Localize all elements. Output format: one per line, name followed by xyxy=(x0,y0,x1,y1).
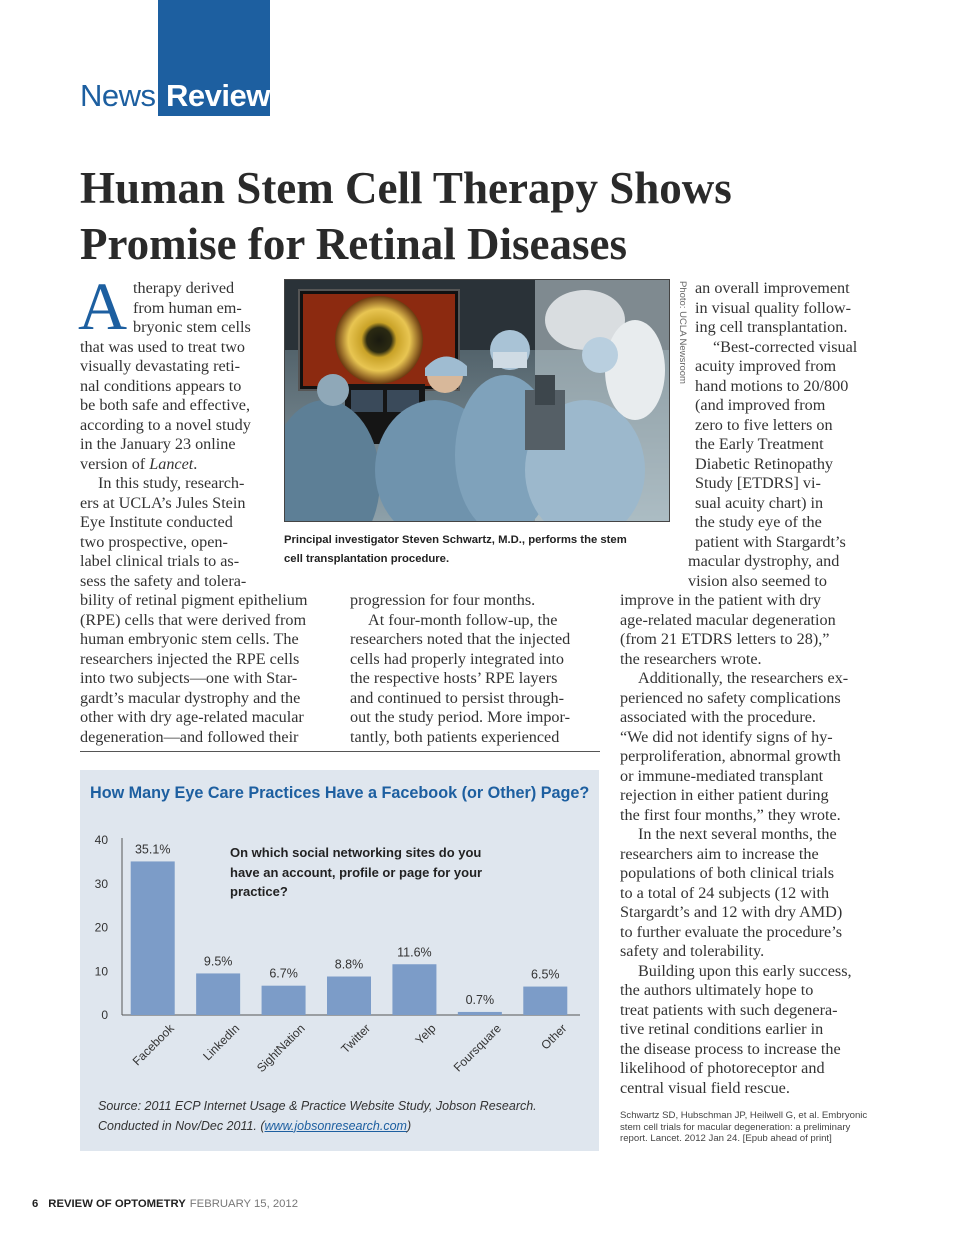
body-line: perienced no safety complications xyxy=(620,688,841,707)
body-line: researchers noted that the injected xyxy=(350,630,571,648)
category-label: Twitter xyxy=(338,1021,374,1057)
body-line: label clinical trials to as- xyxy=(80,552,240,570)
body-line: bility of retinal pigment epithelium xyxy=(80,591,308,609)
bar-value-label: 6.5% xyxy=(531,967,560,982)
body-line: the respective hosts’ RPE layers xyxy=(350,669,558,687)
page-number: 6 xyxy=(32,1198,39,1210)
body-line: macular dystrophy, and xyxy=(688,552,840,570)
body-line: human embryonic stem cells. The xyxy=(80,630,299,648)
y-tick-label: 20 xyxy=(94,920,108,935)
body-line: Diabetic Retinopathy xyxy=(695,454,834,473)
body-line xyxy=(80,455,197,475)
bar-value-label: 0.7% xyxy=(465,992,495,1007)
y-tick-label: 10 xyxy=(94,964,108,979)
headline-line: Promise for Retinal Diseases xyxy=(80,219,627,269)
body-line: Study [ETDRS] vi- xyxy=(695,474,821,492)
bar-value-label: 35.1% xyxy=(134,842,171,857)
chart-panel xyxy=(80,770,599,1151)
body-line: be both safe and effective, xyxy=(80,396,251,414)
body-line: At four-month follow-up, the xyxy=(368,610,558,629)
body-line: the Early Treatment xyxy=(695,435,824,453)
category-label: Yelp xyxy=(412,1021,439,1048)
surgery-photo-image xyxy=(285,280,670,522)
body-line: to further evaluate the procedure’s xyxy=(620,922,843,941)
category-label: Foursquare xyxy=(450,1021,504,1075)
body-line: the researchers wrote. xyxy=(620,649,762,668)
body-line: zero to five letters on xyxy=(695,415,833,434)
section-label: News xyxy=(80,78,156,113)
body-line: the authors ultimately hope to xyxy=(620,981,814,999)
body-line: and continued to persist through- xyxy=(350,688,564,707)
category-label: Facebook xyxy=(129,1021,177,1069)
body-line: patient with Stargardt’s xyxy=(695,532,846,551)
body-line: acuity improved from xyxy=(695,357,837,375)
photo-caption: cell transplantation procedure. xyxy=(284,553,450,565)
bar xyxy=(327,977,371,1016)
body-line: other with dry age-related macular xyxy=(80,708,304,726)
chart-source: Source: 2011 ECP Internet Usage & Practice Website Study, Jobson Research. Conducted in Nov/Dec 2011. (www.jobsonresearch.com) xyxy=(98,1099,537,1133)
body-line: (from 21 ETDRS letters to 28),” xyxy=(620,630,830,648)
body-line: researchers injected the RPE cells xyxy=(80,649,300,668)
body-line: vision also seemed to xyxy=(688,571,827,590)
bar-value-label: 6.7% xyxy=(269,966,298,981)
headline xyxy=(80,160,880,272)
body-line: perproliferation, abnormal growth xyxy=(620,747,841,765)
issue-date: FEBRUARY 15, 2012 xyxy=(189,1198,298,1210)
body-line: cells had properly integrated into xyxy=(350,649,564,668)
body-line: in the January 23 online xyxy=(80,435,236,453)
body-line: safety and tolerability. xyxy=(620,942,765,960)
body-line: from human em- xyxy=(133,298,242,317)
body-line: visually devastating reti- xyxy=(80,357,241,375)
body-line: Eye Institute conducted xyxy=(80,513,233,531)
journal-name: Lancet xyxy=(149,454,194,473)
body-line: In the next several months, the xyxy=(638,825,837,843)
body-line: central visual field rescue. xyxy=(620,1078,790,1097)
source-link[interactable]: www.jobsonresearch.com xyxy=(264,1118,407,1133)
body-line: the first four months,” they wrote. xyxy=(620,805,841,824)
y-tick-label: 40 xyxy=(94,833,108,847)
body-line: two prospective, open- xyxy=(80,532,228,551)
body-line: (and improved from xyxy=(695,396,826,414)
bar xyxy=(262,986,306,1015)
body-line: in visual quality follow- xyxy=(695,298,852,317)
bar-value-label: 8.8% xyxy=(334,957,364,972)
bar xyxy=(196,973,240,1015)
body-line: ers at UCLA’s Jules Stein xyxy=(80,493,246,512)
body-line: age-related macular degeneration xyxy=(620,610,836,629)
body-line: associated with the procedure. xyxy=(620,708,816,726)
body-line: Additionally, the researchers ex- xyxy=(638,669,849,687)
photo-credit: Photo: UCLA Newsroom xyxy=(677,281,688,384)
body-line: bryonic stem cells xyxy=(133,318,251,336)
drop-cap: A xyxy=(78,268,128,344)
headline-line: Human Stem Cell Therapy Shows xyxy=(80,163,732,213)
body-line: rejection in either patient during xyxy=(620,786,829,804)
bar xyxy=(392,964,436,1015)
body-line: sual acuity chart) in xyxy=(695,493,824,512)
column-rule xyxy=(80,751,600,752)
bar xyxy=(458,1012,502,1015)
bar-value-label: 9.5% xyxy=(203,954,233,969)
page-footer xyxy=(32,1198,298,1210)
body-line: (RPE) cells that were derived from xyxy=(80,610,307,629)
body-line: ing cell transplantation. xyxy=(695,318,848,336)
bar xyxy=(131,861,175,1015)
body-line: treat patients with such degenera- xyxy=(620,1000,838,1019)
body-line: populations of both clinical trials xyxy=(620,864,834,882)
section-tag: Review xyxy=(166,78,270,113)
body-line: “Best-corrected visual xyxy=(713,337,858,356)
category-label: Other xyxy=(538,1021,570,1053)
body-line: Stargardt’s and 12 with dry AMD) xyxy=(620,903,843,921)
body-line: into two subjects—one with Star- xyxy=(80,669,298,687)
surgery-photo xyxy=(284,279,670,522)
body-line: or immune-mediated transplant xyxy=(620,766,824,785)
body-line: “We did not identify signs of hy- xyxy=(620,727,833,746)
body-line: degeneration—and followed their xyxy=(80,727,299,746)
body-line: researchers aim to increase the xyxy=(620,844,819,863)
body-line: according to a novel study xyxy=(80,415,251,434)
body-line: tive retinal conditions earlier in xyxy=(620,1020,824,1038)
category-label: LinkedIn xyxy=(200,1021,243,1064)
bar-chart xyxy=(80,770,599,1151)
body-line: likelihood of photoreceptor and xyxy=(620,1059,825,1077)
body-line: improve in the patient with dry xyxy=(620,591,821,609)
body-line: that was used to treat two xyxy=(80,337,245,356)
body-line: hand motions to 20/800 xyxy=(695,376,849,395)
body-line: the disease process to increase the xyxy=(620,1039,841,1058)
photo-caption: Principal investigator Steven Schwartz, M.D., performs the stem xyxy=(284,534,627,546)
y-tick-label: 0 xyxy=(101,1008,108,1022)
body-line: Building upon this early success, xyxy=(638,961,852,980)
bar-value-label: 11.6% xyxy=(397,945,432,960)
body-line: In this study, research- xyxy=(98,474,245,492)
chart-title: How Many Eye Care Practices Have a Facebook (or Other) Page? xyxy=(90,784,590,802)
category-label: SightNation xyxy=(253,1021,308,1075)
body-line: the study eye of the xyxy=(695,513,822,531)
body-line: nal conditions appears to xyxy=(80,376,242,395)
body-line: progression for four months. xyxy=(350,591,536,609)
body-line: sess the safety and tolera- xyxy=(80,571,247,590)
body-line: to a total of 24 subjects (12 with xyxy=(620,883,830,902)
y-tick-label: 30 xyxy=(94,876,108,891)
body-text: . xyxy=(193,454,198,473)
chart-question: On which social networking sites do you have an account, profile or page for your practice? xyxy=(230,845,483,899)
body-line: therapy derived xyxy=(133,279,235,297)
bar xyxy=(523,987,567,1015)
body-line: an overall improvement xyxy=(695,279,850,297)
body-line: out the study period. More impor- xyxy=(350,708,570,726)
publication-name: REVIEW OF OPTOMETRY xyxy=(48,1198,186,1210)
references: Schwartz SD, Hubschman JP, Heilwell G, et al. Embryonic stem cell trials for macular degeneration: a preliminary report. Lancet. 2012 Jan 24. [Epub ahead of print] xyxy=(620,1110,868,1144)
body-line: tantly, both patients experienced xyxy=(350,727,560,746)
body-line: gardt’s macular dystrophy and the xyxy=(80,688,301,707)
body-text: version of xyxy=(80,454,150,473)
